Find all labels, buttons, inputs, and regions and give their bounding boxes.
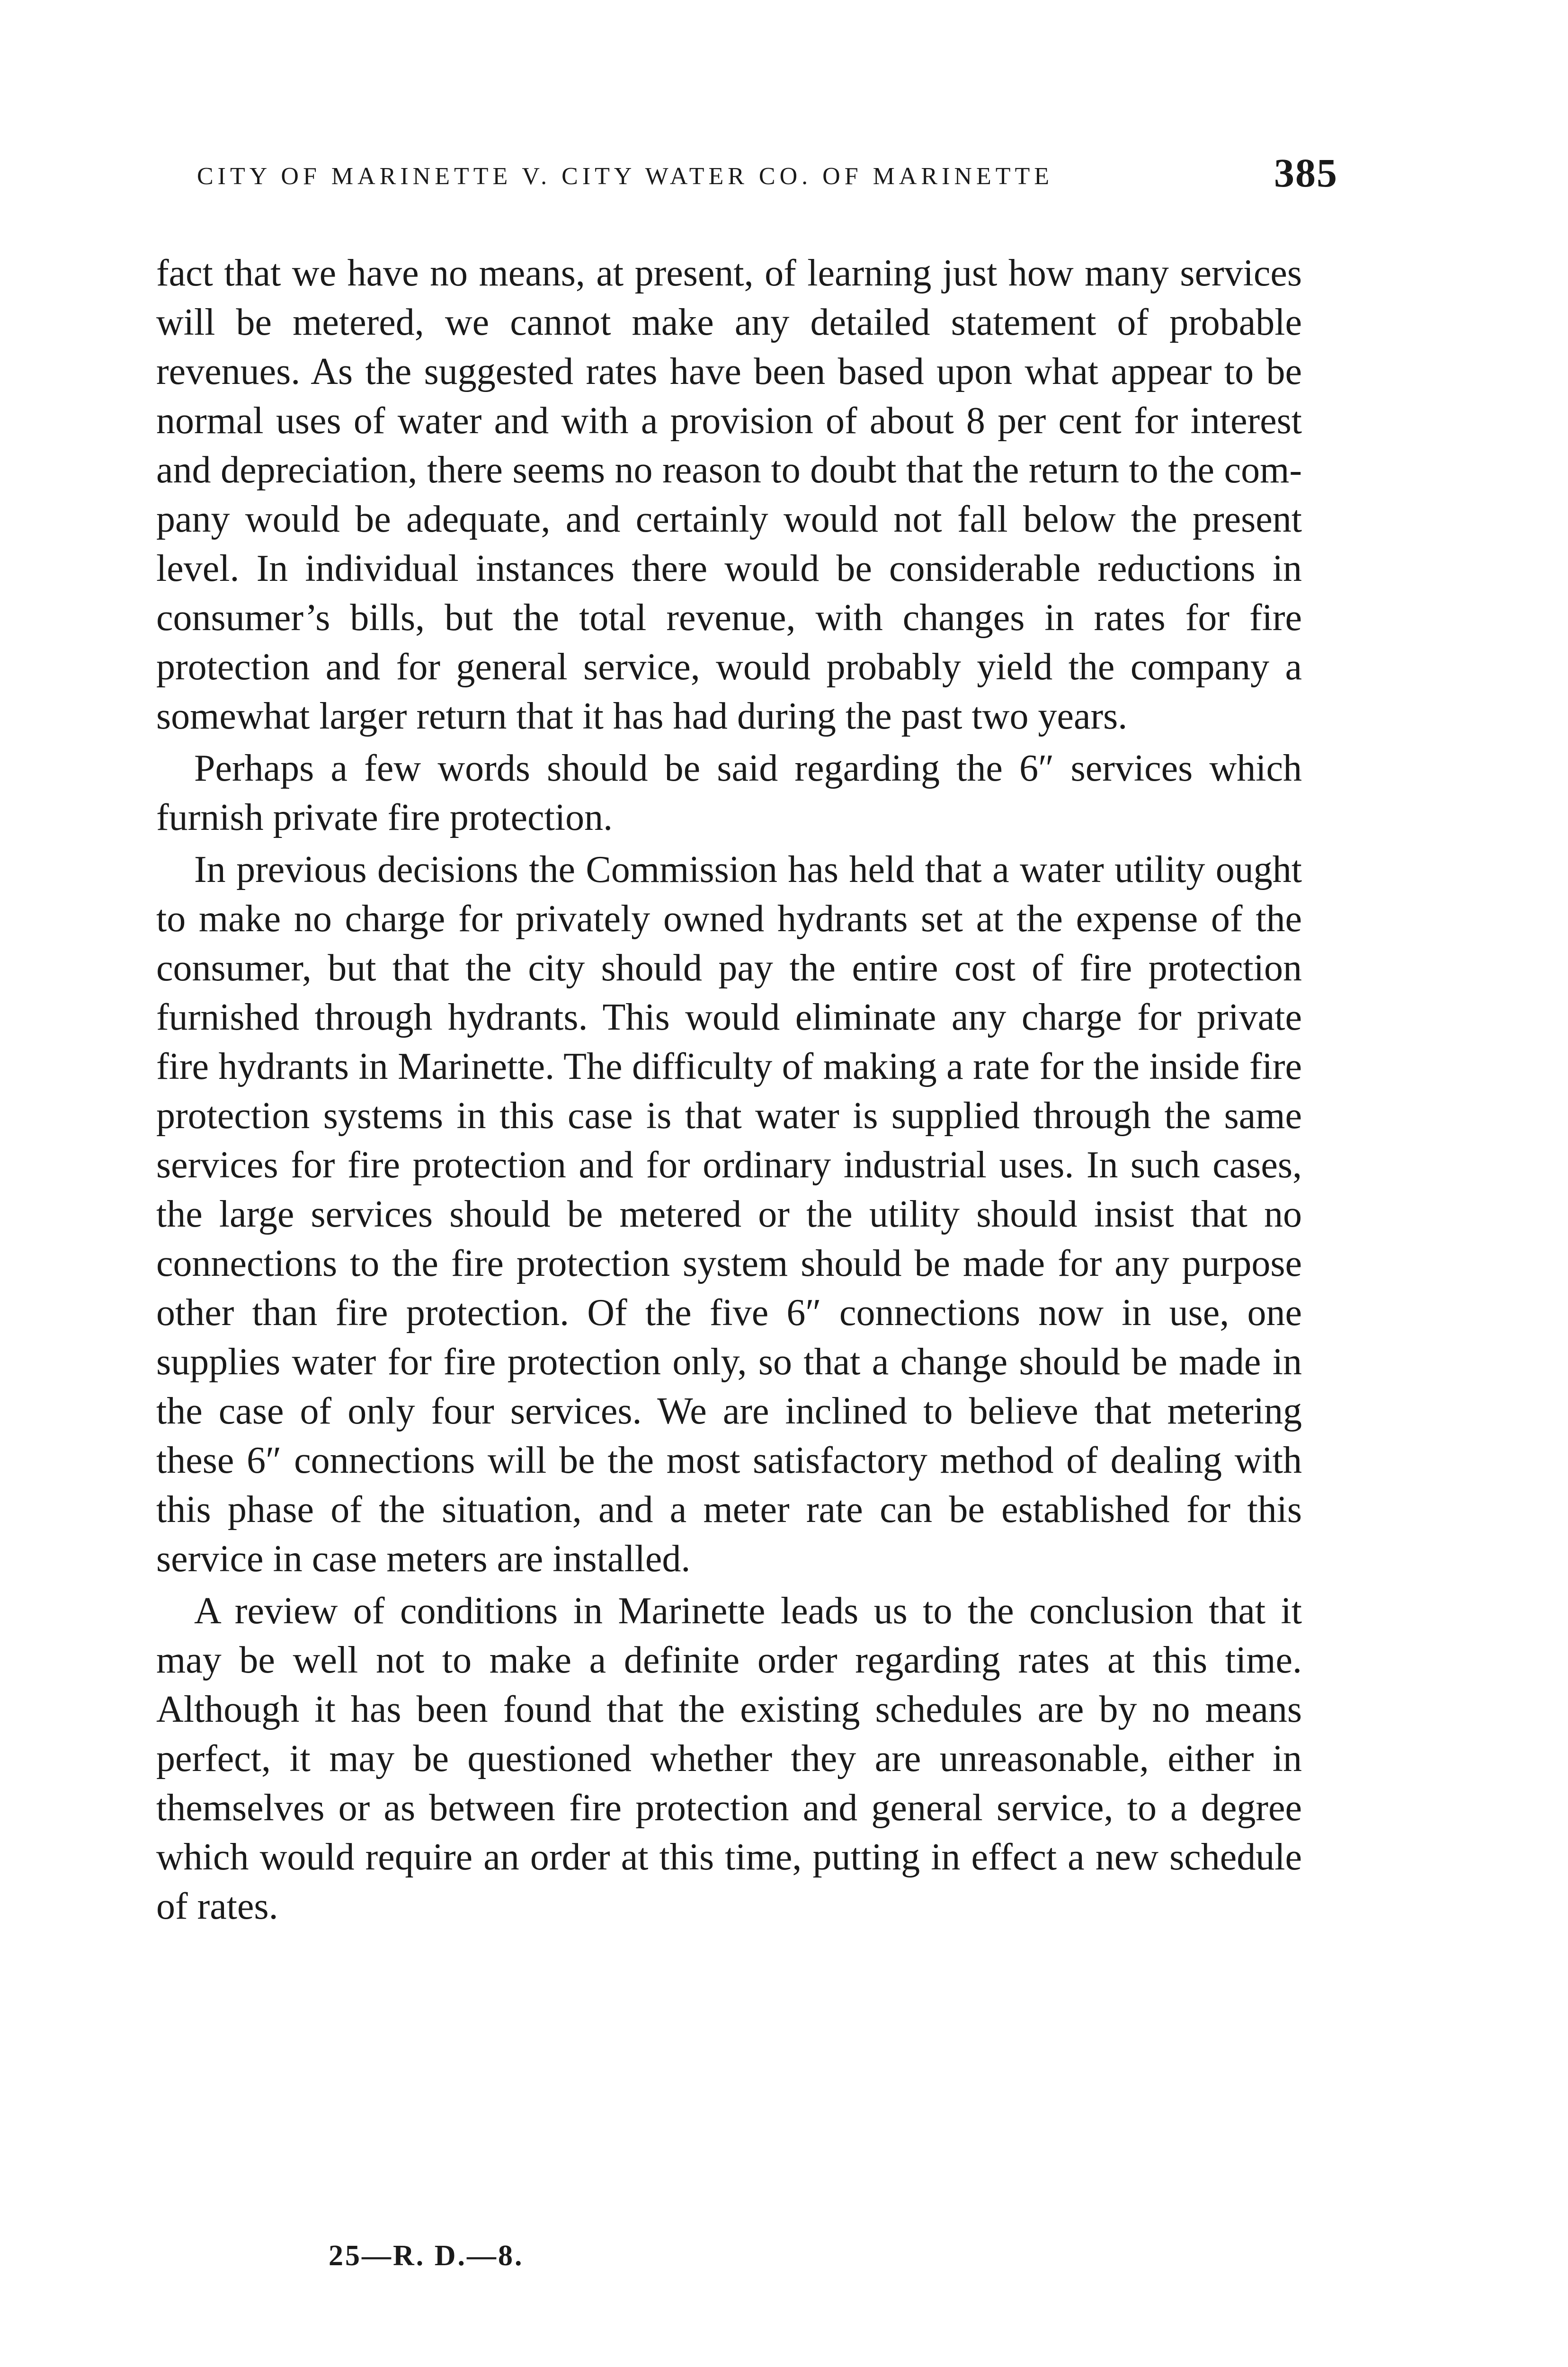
paragraph: In previous decisions the Commission has held that a water utility ought to make no charge for privately owned hydrants set at the expense of the consumer, but that the city should pay the entire cost of fire protection furnished through hydrants. This would eliminate any charge for private fire hydrants in Marinette. The difficulty of making a rate for the inside fire protection systems in this case is that water is supplied through the same services for fire protection and for ordinary industrial uses. In such cases, the large services should be metered or the utility should insist that no connections to the fire protection system should be made for any purpose other than fire protection. Of the five 6″ connections now in use, one supplies water for fire protection only, so that a change should be made in the case of only four services. We are inclined to believe that metering these 6″ connections will be the most satisfactory method of dealing with this phase of the situation, and a meter rate can be established for this service in case meters are installed. bbox=[156, 849, 1302, 1580]
body-text bbox=[156, 249, 1302, 1934]
page-number: 385 bbox=[1274, 150, 1338, 196]
signature-mark: 25—R. D.—8. bbox=[329, 2240, 524, 2272]
paragraph: A review of conditions in Marinette leads us to the conclusion that it may be well not to make a definite order regarding rates at this time. Although it has been found that the existing schedules are by no means perfect, it may be questioned whether they are unreasonable, either in themselves or as between fire protection and general service, to a degree which would require an order at this time, putting in effect a new schedule of rates. bbox=[156, 1590, 1302, 1927]
running-head bbox=[197, 150, 1338, 196]
paragraph-continued: fact that we have no means, at present, of learning just how many services will be metered, we cannot make any detailed statement of probable revenues. As the suggested rates have been based upon what appear to be normal uses of water and with a provision of about 8 per cent for interest and depreciation, there seems no reason to doubt that the return to the company would be adequate, and certainly would not fall below the present level. In individual instances there would be considerable reductions in consumer’s bills, but the total revenue, with changes in rates for fire protection and for general service, would probably yield the company a somewhat larger return that it has had during the past two years. bbox=[156, 252, 1302, 737]
paragraph: Perhaps a few words should be said regarding the 6″ services which furnish private fire protection. bbox=[156, 747, 1302, 838]
running-title: CITY OF MARINETTE V. CITY WATER CO. OF MARINETTE bbox=[197, 163, 1054, 190]
